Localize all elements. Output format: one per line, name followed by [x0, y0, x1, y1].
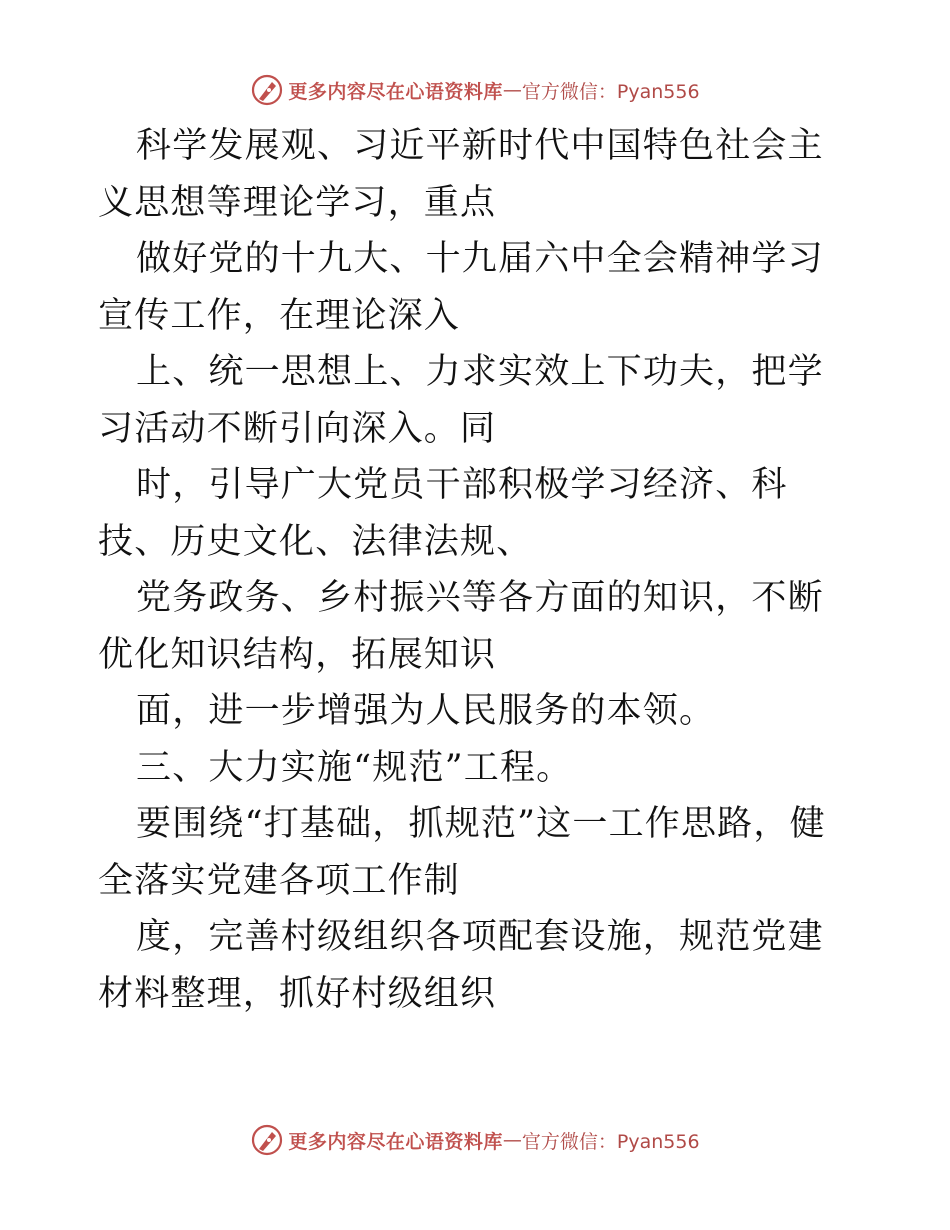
document-body [98, 118, 854, 1022]
paragraph: 要围绕“打基础，抓规范”这一工作思路，健全落实党建各项工作制 [98, 804, 826, 901]
pen-nib-circle-icon [250, 73, 284, 107]
paragraph: 度，完善村级组织各项配套设施，规范党建材料整理，抓好村级组织 [98, 917, 824, 1014]
paragraph: 科学发展观、习近平新时代中国特色社会主义思想等理论学习，重点 [98, 126, 824, 223]
paragraph: 面，进一步增强为人民服务的本领。 [136, 691, 716, 731]
paragraph: 上、统一思想上、力求实效上下功夫，把学习活动不断引向深入。同 [98, 352, 824, 449]
watermark-wechat-text: 官方微信：Pyan556 [521, 80, 700, 103]
footer-watermark [0, 1120, 950, 1160]
section-heading: 三、大力实施“规范”工程。 [136, 747, 573, 788]
watermark-main-text: 更多内容尽在心语资料库 [288, 1130, 503, 1153]
watermark-wechat-text: 官方微信：Pyan556 [521, 1130, 700, 1153]
paragraph: 时，引导广大党员干部积极学习经济、科技、历史文化、法律法规、 [98, 465, 788, 562]
watermark-separator: — [502, 79, 522, 101]
watermark-separator: — [502, 1129, 522, 1151]
watermark-main-text: 更多内容尽在心语资料库 [288, 80, 503, 103]
paragraph: 党务政务、乡村振兴等各方面的知识，不断优化知识结构，拓展知识 [98, 578, 824, 675]
paragraph: 做好党的十九大、十九届六中全会精神学习宣传工作，在理论深入 [98, 239, 824, 336]
pen-nib-circle-icon [250, 1123, 284, 1157]
header-watermark [0, 70, 950, 110]
